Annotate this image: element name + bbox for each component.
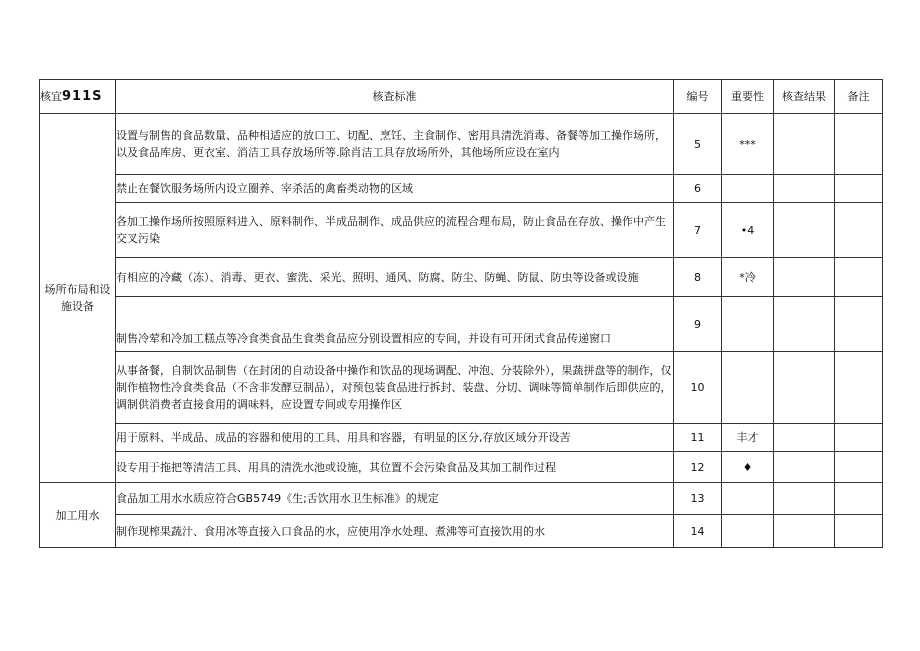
standard-cell: 禁止在餐饮服务场所内设立圈养、宰杀活的禽畜类动物的区域 bbox=[116, 175, 674, 203]
importance-cell: •4 bbox=[722, 203, 774, 258]
number-cell: 11 bbox=[674, 424, 722, 452]
standard-cell: 各加工操作场所按照原料进入、原料制作、半成品制作、成品供应的流程合理布局，防止食品在存放、操作中产生交叉污染 bbox=[116, 203, 674, 258]
table-row bbox=[40, 297, 883, 352]
standard-cell: 设专用于拖把等清洁工具、用具的清洗水池或设施，其位置不会污染食品及其加工制作过程 bbox=[116, 452, 674, 483]
table-row bbox=[40, 175, 883, 203]
result-cell bbox=[774, 352, 835, 424]
importance-cell bbox=[722, 483, 774, 515]
standard-cell: 设置与制售的食品数量、品种相适应的放口工、切配、烹饪、主食制作、密用具清洗消毒、备餐等加工操作场所，以及食品库房、更衣室、消洁工具存放场所等.除肖洁工具存放场所外，其他场所应设在室内 bbox=[116, 114, 674, 175]
result-cell bbox=[774, 297, 835, 352]
importance-cell: 丰才 bbox=[722, 424, 774, 452]
number-cell: 12 bbox=[674, 452, 722, 483]
number-cell: 13 bbox=[674, 483, 722, 515]
header-number: 编号 bbox=[674, 80, 722, 114]
number-cell: 6 bbox=[674, 175, 722, 203]
standard-cell: 食品加工用水水质应符合GB5749《生;舌饮用水卫生标准》的规定 bbox=[116, 483, 674, 515]
remark-cell bbox=[835, 352, 883, 424]
number-cell: 5 bbox=[674, 114, 722, 175]
inspection-table bbox=[39, 79, 883, 548]
importance-cell bbox=[722, 352, 774, 424]
header-standard: 核查标准 bbox=[116, 80, 674, 114]
table-row bbox=[40, 203, 883, 258]
remark-cell bbox=[835, 483, 883, 515]
header-category-code: 911S bbox=[62, 89, 103, 104]
number-cell: 8 bbox=[674, 258, 722, 297]
result-cell bbox=[774, 114, 835, 175]
importance-cell: ♦ bbox=[722, 452, 774, 483]
standard-cell: 制售冷荤和冷加工糕点等冷食类食品生食类食品应分别设置相应的专间，并设有可开闭式食品传递窗口 bbox=[116, 297, 674, 352]
result-cell bbox=[774, 203, 835, 258]
remark-cell bbox=[835, 203, 883, 258]
standard-cell: 有相应的冷藏（冻）、消毒、更衣、蜜洗、采光、照明、通风、防腐、防尘、防蝇、防鼠、防虫等设备或设施 bbox=[116, 258, 674, 297]
remark-cell bbox=[835, 258, 883, 297]
header-row bbox=[40, 80, 883, 114]
header-importance: 重要性 bbox=[722, 80, 774, 114]
remark-cell bbox=[835, 515, 883, 548]
number-cell: 7 bbox=[674, 203, 722, 258]
remark-cell bbox=[835, 452, 883, 483]
importance-cell bbox=[722, 175, 774, 203]
remark-cell bbox=[835, 424, 883, 452]
number-cell: 10 bbox=[674, 352, 722, 424]
table-row bbox=[40, 452, 883, 483]
remark-cell bbox=[835, 114, 883, 175]
table-row bbox=[40, 424, 883, 452]
category-cell: 加工用水 bbox=[40, 483, 116, 548]
standard-cell: 从事备餐，自制饮品制售（在封闭的自动设备中操作和饮品的现场调配、冲泡、分装除外），果蔬拼盘等的制作，仅制作植物性冷食类食品（不含非发酵豆制品），对预包装食品进行拆封、装盘、分切、调味等简单制作后即供应的，调制供消费者直接食用的调味料，应设置专间或专用操作区 bbox=[116, 352, 674, 424]
category-cell: 场所布局和设施设备 bbox=[40, 114, 116, 483]
header-result: 核查结果 bbox=[774, 80, 835, 114]
remark-cell bbox=[835, 175, 883, 203]
standard-cell: 制作现榨果蔬汁、食用冰等直接入口食品的水，应使用净水处理、煮沸等可直接饮用的水 bbox=[116, 515, 674, 548]
result-cell bbox=[774, 452, 835, 483]
table-row bbox=[40, 258, 883, 297]
number-cell: 9 bbox=[674, 297, 722, 352]
remark-cell bbox=[835, 297, 883, 352]
result-cell bbox=[774, 483, 835, 515]
header-remark: 备注 bbox=[835, 80, 883, 114]
importance-cell: *冷 bbox=[722, 258, 774, 297]
header-category-prefix: 核宜 bbox=[40, 90, 62, 103]
importance-cell: *** bbox=[722, 114, 774, 175]
table-row bbox=[40, 352, 883, 424]
importance-cell bbox=[722, 297, 774, 352]
result-cell bbox=[774, 424, 835, 452]
number-cell: 14 bbox=[674, 515, 722, 548]
standard-cell: 用于原料、半成品、成品的容器和使用的工具、用具和容器，有明显的区分,存放区域分开设苦 bbox=[116, 424, 674, 452]
result-cell bbox=[774, 175, 835, 203]
table-row bbox=[40, 114, 883, 175]
table-row bbox=[40, 515, 883, 548]
header-category bbox=[40, 80, 116, 114]
result-cell bbox=[774, 515, 835, 548]
result-cell bbox=[774, 258, 835, 297]
table-row bbox=[40, 483, 883, 515]
importance-cell bbox=[722, 515, 774, 548]
